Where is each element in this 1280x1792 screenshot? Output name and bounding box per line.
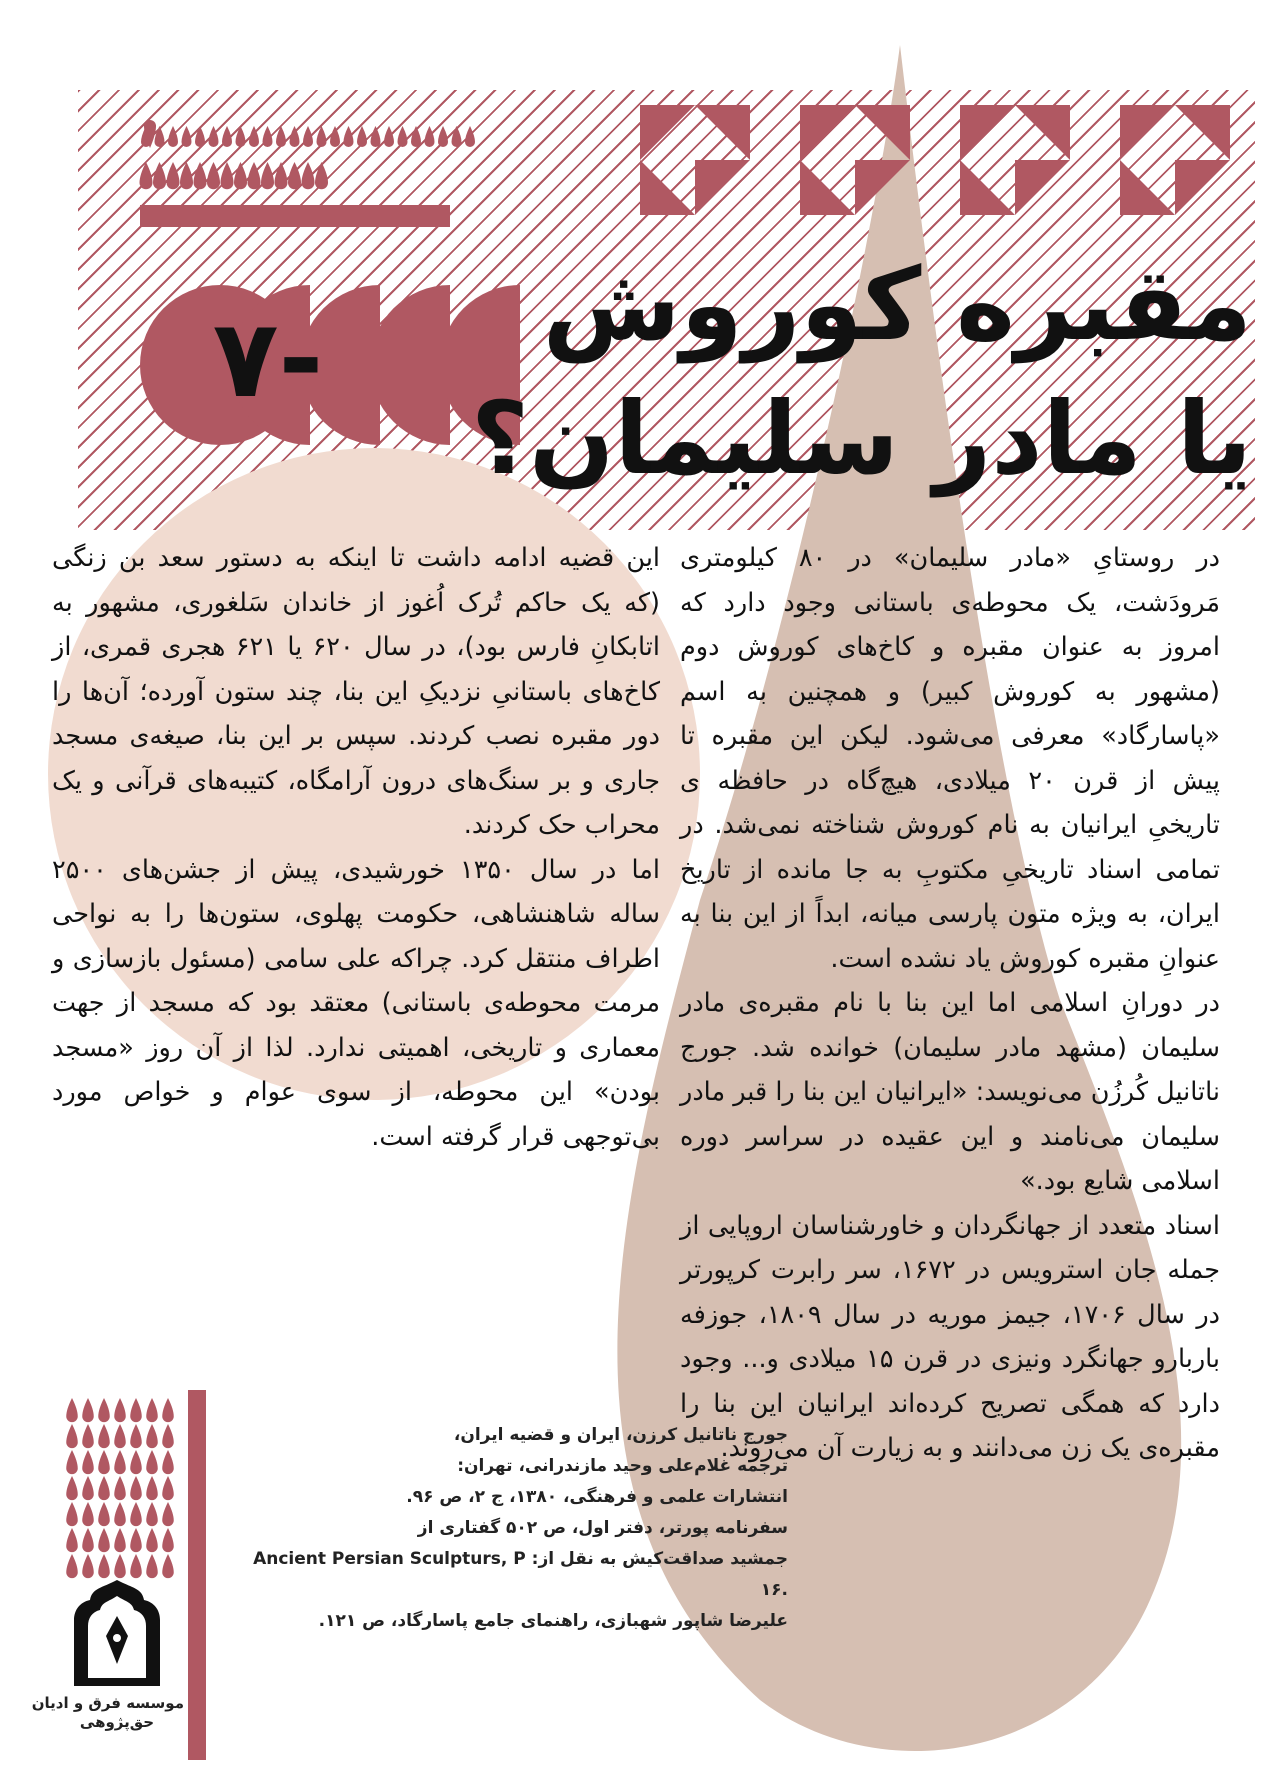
triangle xyxy=(1175,160,1230,215)
body-column-right xyxy=(680,536,1220,1471)
droplet xyxy=(276,126,286,147)
droplet xyxy=(290,126,300,147)
droplet xyxy=(248,162,261,189)
droplet xyxy=(155,126,165,147)
droplet xyxy=(315,162,328,189)
triangle xyxy=(1015,105,1070,160)
triangle xyxy=(1120,105,1175,160)
droplet xyxy=(452,126,462,147)
triangle xyxy=(1175,105,1230,160)
triangle xyxy=(1120,160,1175,215)
droplet xyxy=(411,126,421,147)
droplet xyxy=(82,1450,94,1474)
logo-caption xyxy=(31,1694,184,1732)
droplet xyxy=(140,162,153,189)
droplet xyxy=(114,1450,126,1474)
droplet xyxy=(98,1424,110,1448)
reference-line: علیرضا شاپور شهبازی، راهنمای جامع پاسارگاد، ص ۱۲۱. xyxy=(318,1611,788,1631)
body-column-left xyxy=(52,536,660,1159)
droplet xyxy=(263,126,273,147)
droplet xyxy=(82,1554,94,1578)
droplet xyxy=(249,126,259,147)
triangle xyxy=(695,105,750,160)
droplet xyxy=(194,162,207,189)
droplet xyxy=(234,162,247,189)
droplet xyxy=(66,1424,78,1448)
droplet xyxy=(130,1528,142,1552)
droplet xyxy=(66,1398,78,1422)
droplet xyxy=(302,162,315,189)
droplet xyxy=(168,126,178,147)
droplet xyxy=(82,1502,94,1526)
droplet xyxy=(221,162,234,189)
droplet xyxy=(275,162,288,189)
droplet xyxy=(66,1528,78,1552)
droplet xyxy=(130,1424,142,1448)
paragraph: در روستایِ «مادر سلیمان» در ۸۰ کیلومتری مَرودَشت، یک محوطه‌ی باستانی وجود دارد که امروز به عنوان مقبره و کاخ‌های کوروش دوم (مشهور به کوروش کبیر) و همچنین به اسم «پاسارگاد» معرفی می‌شود. لیکن این مقبره تا پیش از قرن ۲۰ میلادی، هیچ‌گاه در حافظه ی تاریخیِ ایرانیان به نام کوروش شناخته نمی‌شد. در تمامی اسناد تاریخیِ مکتوبِ به جا مانده از تاریخ ایران، به ویژه متون پارسی میانه، ابداً از این بنا به عنوانِ مقبره کوروش یاد نشده است. xyxy=(680,543,1220,974)
droplet xyxy=(146,1476,158,1500)
logo-line2: حق‌پژوهی xyxy=(79,1713,155,1731)
droplet xyxy=(66,1502,78,1526)
droplet xyxy=(344,126,354,147)
reference-line: جمشید صداقت‌کیش به نقل از: Ancient Persian Sculpturs, P xyxy=(253,1549,788,1569)
droplet xyxy=(114,1424,126,1448)
droplet xyxy=(167,162,180,189)
droplet xyxy=(130,1502,142,1526)
droplet xyxy=(98,1554,110,1578)
droplet xyxy=(317,126,327,147)
droplet xyxy=(98,1398,110,1422)
droplet xyxy=(98,1476,110,1500)
droplet xyxy=(130,1554,142,1578)
droplet xyxy=(425,126,435,147)
droplet xyxy=(114,1528,126,1552)
reference-line: انتشارات علمی و فرهنگی، ۱۳۸۰، ج ۲، ص ۹۶. xyxy=(406,1487,788,1507)
droplet xyxy=(162,1398,174,1422)
droplet xyxy=(130,1398,142,1422)
droplet xyxy=(303,126,313,147)
reference-line: سفرنامه پورتر، دفتر اول، ص ۵۰۲ گفتاری از xyxy=(417,1518,788,1538)
droplet xyxy=(114,1554,126,1578)
droplet xyxy=(146,1528,158,1552)
droplet xyxy=(130,1476,142,1500)
droplet xyxy=(236,126,246,147)
triangle-grid xyxy=(640,105,1230,215)
droplet xyxy=(261,162,274,189)
triangle xyxy=(855,105,910,160)
reference-line: ترجمه غلام‌علی وحید مازندرانی، تهران: xyxy=(457,1456,788,1476)
droplet xyxy=(357,126,367,147)
droplet xyxy=(114,1502,126,1526)
droplet xyxy=(222,126,232,147)
droplet xyxy=(66,1476,78,1500)
poster-title-line2: یا مادر سلیمان؟ xyxy=(470,380,1252,497)
droplet xyxy=(146,1398,158,1422)
droplet xyxy=(146,1502,158,1526)
droplet xyxy=(180,162,193,189)
droplet xyxy=(371,126,381,147)
droplet xyxy=(146,1424,158,1448)
header-bar xyxy=(140,205,450,227)
droplet xyxy=(146,1554,158,1578)
droplet-pattern-bottom xyxy=(66,1398,174,1578)
droplet xyxy=(288,162,301,189)
droplet xyxy=(82,1398,94,1422)
triangle xyxy=(800,105,855,160)
triangle xyxy=(695,160,750,215)
logo-line1: موسسه فرق و ادیان xyxy=(31,1694,184,1712)
paragraph: این قضیه ادامه داشت تا اینکه به دستور سعد بن زنگی (که یک حاکم تُرک اُغوز از خاندان سَلغوری، مشهور به اتابکانِ فارس بود)، در سال ۶۲۰ یا ۶۲۱ هجری قمری، از کاخ‌های باستانیِ نزدیکِ این بنا، چند ستون آورده؛ آن‌ها را دور مقبره نصب کردند. سپس بر این بنا، صیغه‌ی مسجد جاری و بر سنگ‌های درون آرامگاه، کتیبه‌های قرآنی و یک محراب حک کردند. xyxy=(52,543,660,840)
triangle xyxy=(960,160,1015,215)
droplet xyxy=(209,126,219,147)
reference-line: .۱۶ xyxy=(760,1580,788,1600)
triangle xyxy=(640,160,695,215)
triangle xyxy=(640,105,695,160)
droplet xyxy=(207,162,220,189)
triangle xyxy=(960,105,1015,160)
poster-title-line1: مقبره کوروش xyxy=(542,246,1252,363)
droplet xyxy=(465,126,475,147)
droplet xyxy=(82,1424,94,1448)
droplet xyxy=(384,126,394,147)
triangle xyxy=(1015,160,1070,215)
droplet xyxy=(153,162,166,189)
droplet xyxy=(98,1528,110,1552)
references xyxy=(170,1420,788,1637)
paragraph: در دورانِ اسلامی اما این بنا با نام مقبره‌ی مادر سلیمان (مشهد مادر سلیمان) خوانده شد. جورج ناتانیل کُرزُن می‌نویسد: «ایرانیان این بنا را قبر مادر سلیمان می‌نامند و این عقیده در سراسر دوره اسلامی شایع بود.» xyxy=(680,988,1220,1196)
droplet xyxy=(66,1554,78,1578)
droplet xyxy=(195,126,205,147)
paragraph: اسناد متعدد از جهانگردان و خاورشناسان اروپایی از جمله جان استرویس در ۱۶۷۲، سر رابرت کرپورتر در سال ۱۷۰۶، جیمز موریه در سال ۱۸۰۹، جوزفه باربارو جهانگرد ونیزی در قرن ۱۵ میلادی و... وجود دارد که همگی تصریح کرده‌اند ایرانیان این بنا را مقبره‌ی یک زن می‌دانند و به زیارت آن می‌روند. xyxy=(680,1210,1220,1463)
droplet xyxy=(82,1528,94,1552)
series-number: ۷- xyxy=(212,297,324,422)
droplet xyxy=(98,1502,110,1526)
droplet xyxy=(398,126,408,147)
droplet xyxy=(66,1450,78,1474)
droplet xyxy=(130,1450,142,1474)
droplet xyxy=(146,1450,158,1474)
droplet xyxy=(98,1450,110,1474)
institute-logo-icon xyxy=(62,1578,172,1688)
droplet xyxy=(82,1476,94,1500)
triangle xyxy=(800,160,855,215)
droplet xyxy=(182,126,192,147)
reference-line: جورج ناتانیل کرزن، ایران و قضیه ایران، xyxy=(453,1425,788,1445)
droplet xyxy=(114,1398,126,1422)
droplet xyxy=(330,126,340,147)
droplet xyxy=(114,1476,126,1500)
paragraph: اما در سال ۱۳۵۰ خورشیدی، پیش از جشن‌های ۲۵۰۰ ساله شاهنشاهی، حکومت پهلوی، ستون‌ها را به نواحی اطراف منتقل کرد. چراکه علی سامی (مسئول بازسازی و مرمت محوطه‌ی باستانی) معتقد بود که مسجد از جهت معماری و تاریخی، اهمیتی ندارد. لذا از آن روز «مسجد بودن» این محوطه، از سوی عوام و خواص مورد بی‌توجهی قرار گرفته است. xyxy=(52,854,660,1152)
droplet xyxy=(438,126,448,147)
